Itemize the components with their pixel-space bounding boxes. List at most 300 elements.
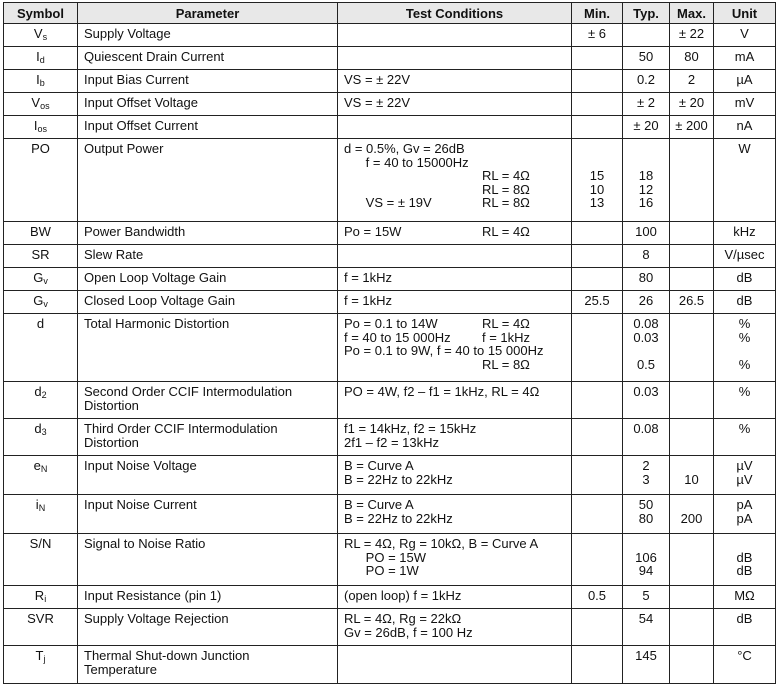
- condition-text: f = 1kHz: [344, 293, 393, 308]
- test-conditions-cell: [338, 139, 572, 222]
- symbol-main: e: [33, 458, 41, 473]
- test-conditions-cell: [338, 586, 572, 609]
- typ-cell: [623, 222, 670, 245]
- parameter-line: Thermal Shut-down Junction: [84, 648, 250, 663]
- condition-line: [338, 564, 571, 578]
- condition-line: [338, 331, 571, 345]
- min-value: 25.5: [584, 293, 610, 308]
- typ-value: 0.03: [633, 384, 659, 399]
- unit-value: °C: [737, 648, 752, 663]
- test-conditions-cell: [338, 222, 572, 245]
- unit-value: nA: [736, 118, 753, 133]
- parameter-cell: [78, 382, 338, 419]
- test-conditions-cell: [338, 24, 572, 47]
- min-cell: [572, 116, 623, 139]
- unit-value: [716, 537, 773, 551]
- parameter-cell: [78, 24, 338, 47]
- typ-cell: [623, 495, 670, 534]
- unit-value: dB: [736, 611, 753, 626]
- typ-cell: [623, 456, 670, 495]
- parameter-cell: [78, 495, 338, 534]
- unit-value: pA: [736, 497, 753, 512]
- condition-text: Gv = 26dB, f = 100 Hz: [344, 624, 473, 640]
- symbol-main: i: [35, 497, 39, 512]
- condition-line: [338, 73, 571, 87]
- symbol-subscript: os: [40, 101, 50, 111]
- unit-value: µV: [736, 471, 753, 487]
- symbol-cell: [4, 268, 78, 291]
- header-max: Max.: [670, 3, 714, 24]
- min-cell: [572, 245, 623, 268]
- unit-cell: [714, 495, 776, 534]
- typ-cell: [623, 382, 670, 419]
- condition-line: [338, 459, 571, 473]
- typ-value: [625, 156, 667, 170]
- typ-cell: [623, 419, 670, 456]
- test-conditions-cell: [338, 456, 572, 495]
- typ-value: 0.5: [636, 356, 656, 372]
- typ-value: 12: [638, 181, 654, 197]
- symbol-main: d: [34, 384, 42, 399]
- test-conditions-cell: [338, 47, 572, 70]
- test-conditions-cell: [338, 268, 572, 291]
- unit-value: %: [738, 316, 751, 331]
- test-conditions-cell: [338, 609, 572, 646]
- unit-cell: [714, 456, 776, 495]
- condition-text: 2f1 – f2 = 13kHz: [344, 434, 440, 450]
- symbol-subscript: v: [43, 299, 48, 309]
- parameter-line: Quiescent Drain Current: [84, 49, 225, 64]
- parameter-line: Slew Rate: [84, 247, 144, 262]
- parameter-cell: [78, 291, 338, 314]
- max-value: 200: [680, 510, 703, 526]
- unit-value: kHz: [733, 224, 756, 239]
- max-value: [672, 498, 711, 512]
- test-conditions-cell: [338, 314, 572, 382]
- max-cell: [670, 47, 714, 70]
- condition-line: [338, 96, 571, 110]
- parameter-cell: [78, 586, 338, 609]
- max-cell: [670, 609, 714, 646]
- max-cell: [670, 70, 714, 93]
- typ-value: ± 2: [637, 95, 655, 110]
- symbol-cell: [4, 245, 78, 268]
- unit-value: pA: [736, 510, 753, 526]
- condition-text: VS = ± 19V: [344, 195, 432, 210]
- table-row: [4, 495, 776, 534]
- max-cell: [670, 116, 714, 139]
- parameter-line: Closed Loop Voltage Gain: [84, 293, 236, 308]
- condition-load: RL = 4Ω: [482, 224, 530, 239]
- parameter-cell: [78, 245, 338, 268]
- parameter-line: Signal to Noise Ratio: [84, 536, 206, 551]
- unit-cell: [714, 222, 776, 245]
- unit-value: [716, 344, 773, 358]
- max-cell: [670, 646, 714, 684]
- unit-value: dB: [736, 270, 753, 285]
- condition-load: RL = 8Ω: [482, 181, 530, 197]
- max-value: [672, 459, 711, 473]
- symbol-cell: [4, 609, 78, 646]
- condition-line: [338, 612, 571, 626]
- header-row: [4, 3, 776, 24]
- symbol-cell: [4, 93, 78, 116]
- parameter-cell: [78, 314, 338, 382]
- typ-value: ± 20: [633, 118, 659, 133]
- typ-value: 3: [642, 471, 650, 487]
- typ-value: 8: [642, 247, 650, 262]
- condition-text: B = Curve A: [344, 497, 414, 512]
- unit-value: %: [738, 356, 751, 372]
- symbol-main: R: [34, 588, 45, 603]
- typ-cell: [623, 534, 670, 586]
- condition-text: Po = 15W: [344, 224, 402, 239]
- header-typ: Typ.: [623, 3, 670, 24]
- unit-value: MΩ: [734, 588, 755, 603]
- max-cell: [670, 382, 714, 419]
- unit-value: V/µsec: [724, 247, 765, 262]
- min-cell: [572, 47, 623, 70]
- condition-line: [338, 551, 571, 565]
- max-value: 26.5: [678, 293, 705, 308]
- parameter-line: Temperature: [84, 661, 157, 677]
- symbol-subscript: os: [37, 124, 48, 134]
- symbol-cell: [4, 116, 78, 139]
- table-row: [4, 245, 776, 268]
- header-min: Min.: [572, 3, 623, 24]
- parameter-line: Distortion: [84, 434, 139, 450]
- symbol-main: d: [36, 316, 45, 331]
- min-cell: [572, 609, 623, 646]
- min-cell: [572, 534, 623, 586]
- typ-value: 54: [638, 611, 654, 626]
- table-row: [4, 456, 776, 495]
- max-cell: [670, 245, 714, 268]
- min-value: 13: [589, 195, 605, 210]
- unit-cell: [714, 245, 776, 268]
- symbol-cell: [4, 222, 78, 245]
- typ-cell: [623, 646, 670, 684]
- condition-line: [338, 422, 571, 436]
- typ-cell: [623, 314, 670, 382]
- symbol-cell: [4, 586, 78, 609]
- test-conditions-cell: [338, 382, 572, 419]
- min-cell: [572, 70, 623, 93]
- symbol-main: V: [33, 26, 43, 41]
- header-test-conditions: Test Conditions: [338, 3, 572, 24]
- parameter-line: Open Loop Voltage Gain: [84, 270, 227, 285]
- min-value: [574, 142, 620, 156]
- symbol-subscript: N: [38, 503, 46, 513]
- parameter-cell: [78, 47, 338, 70]
- condition-text: PO = 15W: [344, 549, 426, 565]
- typ-value: 2: [642, 458, 650, 473]
- min-cell: [572, 222, 623, 245]
- unit-value: %: [738, 329, 751, 345]
- unit-cell: [714, 314, 776, 382]
- parameter-line: Input Bias Current: [84, 72, 189, 87]
- electrical-characteristics-table: [3, 2, 776, 684]
- condition-line: [338, 142, 571, 156]
- symbol-main: S/N: [29, 536, 52, 551]
- typ-value: [625, 142, 667, 156]
- condition-text: d = 0.5%, Gv = 26dB: [344, 141, 465, 156]
- symbol-cell: [4, 419, 78, 456]
- parameter-cell: [78, 116, 338, 139]
- max-value: 2: [687, 72, 696, 87]
- condition-text: RL = 4Ω, Rg = 10kΩ, B = Curve A: [344, 536, 539, 551]
- condition-line: [338, 626, 571, 640]
- parameter-line: Input Noise Current: [84, 497, 197, 512]
- unit-cell: [714, 291, 776, 314]
- min-cell: [572, 93, 623, 116]
- parameter-line: Distortion: [84, 397, 139, 413]
- max-value: ± 20: [678, 95, 705, 110]
- parameter-line: Input Offset Current: [84, 118, 198, 133]
- unit-value: V: [740, 26, 749, 41]
- condition-line: [338, 169, 571, 183]
- min-cell: [572, 268, 623, 291]
- table-row: [4, 268, 776, 291]
- typ-value: 80: [638, 510, 654, 526]
- min-cell: [572, 495, 623, 534]
- parameter-line: Third Order CCIF Intermodulation: [84, 421, 278, 436]
- typ-cell: [623, 291, 670, 314]
- parameter-line: Power Bandwidth: [84, 224, 186, 239]
- symbol-subscript: i: [44, 594, 47, 604]
- condition-load: RL = 8Ω: [482, 356, 530, 372]
- condition-line: [338, 294, 571, 308]
- min-value: 0.5: [587, 588, 607, 603]
- max-cell: [670, 456, 714, 495]
- condition-text: VS = ± 22V: [344, 95, 411, 110]
- symbol-cell: [4, 495, 78, 534]
- max-cell: [670, 222, 714, 245]
- symbol-cell: [4, 24, 78, 47]
- typ-value: [625, 344, 667, 358]
- condition-line: [338, 156, 571, 170]
- test-conditions-cell: [338, 291, 572, 314]
- min-cell: [572, 586, 623, 609]
- table-row: [4, 116, 776, 139]
- symbol-main: BW: [30, 224, 51, 239]
- typ-value: 16: [638, 195, 654, 210]
- condition-text: B = Curve A: [344, 458, 414, 473]
- unit-cell: [714, 70, 776, 93]
- symbol-subscript: 2: [41, 390, 47, 400]
- symbol-subscript: s: [42, 32, 48, 42]
- parameter-cell: [78, 419, 338, 456]
- symbol-main: I: [33, 118, 38, 133]
- max-value: ± 200: [675, 118, 708, 133]
- table-row: [4, 222, 776, 245]
- symbol-subscript: d: [39, 55, 45, 65]
- unit-value: dB: [736, 549, 753, 565]
- typ-value: 0.08: [633, 421, 659, 436]
- unit-value: dB: [736, 563, 753, 578]
- symbol-cell: [4, 70, 78, 93]
- condition-text: Po = 0.1 to 14W: [344, 316, 438, 331]
- condition-load: RL = 4Ω: [482, 168, 530, 183]
- unit-value: mV: [734, 95, 755, 110]
- test-conditions-cell: [338, 245, 572, 268]
- symbol-main: SR: [31, 247, 50, 262]
- symbol-main: G: [33, 293, 44, 308]
- typ-value: 0.08: [633, 316, 659, 331]
- max-value: 80: [684, 49, 699, 64]
- unit-value: %: [738, 384, 751, 399]
- min-cell: [572, 24, 623, 47]
- condition-line: [338, 537, 571, 551]
- condition-text: PO = 1W: [344, 563, 419, 578]
- unit-cell: [714, 419, 776, 456]
- parameter-cell: [78, 222, 338, 245]
- min-cell: [572, 419, 623, 456]
- symbol-subscript: v: [43, 276, 48, 286]
- header-parameter: Parameter: [78, 3, 338, 24]
- condition-line: [338, 589, 571, 603]
- symbol-subscript: 3: [41, 427, 47, 437]
- table-row: [4, 609, 776, 646]
- symbol-main: I: [36, 72, 40, 87]
- test-conditions-cell: [338, 646, 572, 684]
- min-value: 15: [589, 168, 605, 183]
- min-cell: [572, 139, 623, 222]
- table-row: [4, 586, 776, 609]
- condition-line: [338, 344, 571, 358]
- typ-value: [625, 537, 667, 551]
- condition-line: [338, 225, 571, 239]
- typ-cell: [623, 116, 670, 139]
- symbol-cell: [4, 139, 78, 222]
- typ-cell: [623, 586, 670, 609]
- condition-line: [338, 473, 571, 487]
- condition-text: B = 22Hz to 22kHz: [344, 510, 453, 526]
- typ-cell: [623, 139, 670, 222]
- test-conditions-cell: [338, 534, 572, 586]
- typ-value: 50: [638, 497, 654, 512]
- max-cell: [670, 534, 714, 586]
- parameter-cell: [78, 609, 338, 646]
- test-conditions-cell: [338, 70, 572, 93]
- symbol-subscript: N: [40, 464, 48, 474]
- symbol-subscript: j: [43, 654, 46, 664]
- typ-cell: [623, 70, 670, 93]
- symbol-cell: [4, 47, 78, 70]
- typ-value: 100: [635, 224, 657, 239]
- symbol-main: d: [34, 421, 42, 436]
- unit-cell: [714, 382, 776, 419]
- parameter-line: Input Resistance (pin 1): [84, 588, 222, 603]
- table-row: [4, 70, 776, 93]
- max-cell: [670, 24, 714, 47]
- condition-line: [338, 196, 571, 210]
- condition-text: f = 1kHz: [344, 270, 393, 285]
- min-cell: [572, 314, 623, 382]
- max-cell: [670, 93, 714, 116]
- condition-line: [338, 317, 571, 331]
- parameter-cell: [78, 534, 338, 586]
- table-row: [4, 47, 776, 70]
- test-conditions-cell: [338, 495, 572, 534]
- symbol-subscript: b: [39, 78, 45, 88]
- condition-line: [338, 358, 571, 372]
- parameter-cell: [78, 93, 338, 116]
- condition-load: RL = 8Ω: [482, 195, 530, 210]
- symbol-main: SVR: [27, 611, 54, 626]
- condition-line: [338, 436, 571, 450]
- table-row: [4, 24, 776, 47]
- table-row: [4, 646, 776, 684]
- condition-text: f1 = 14kHz, f2 = 15kHz: [344, 421, 477, 436]
- typ-value: 50: [638, 49, 654, 64]
- max-cell: [670, 268, 714, 291]
- condition-line: [338, 385, 571, 399]
- symbol-main: V: [31, 95, 41, 110]
- unit-cell: [714, 139, 776, 222]
- symbol-main: I: [36, 49, 40, 64]
- table-row: [4, 291, 776, 314]
- condition-text: PO = 4W, f2 – f1 = 1kHz, RL = 4Ω: [344, 384, 540, 399]
- unit-cell: [714, 534, 776, 586]
- max-cell: [670, 291, 714, 314]
- typ-value: 145: [635, 648, 657, 663]
- symbol-cell: [4, 534, 78, 586]
- symbol-cell: [4, 382, 78, 419]
- unit-value: %: [738, 421, 751, 436]
- typ-value: 26: [638, 293, 654, 308]
- test-conditions-cell: [338, 116, 572, 139]
- table-row: [4, 314, 776, 382]
- symbol-main: T: [35, 648, 44, 663]
- max-value: ± 22: [678, 26, 705, 41]
- table-row: [4, 419, 776, 456]
- unit-cell: [714, 24, 776, 47]
- unit-cell: [714, 586, 776, 609]
- table-row: [4, 93, 776, 116]
- unit-value: dB: [736, 293, 753, 308]
- typ-cell: [623, 245, 670, 268]
- unit-cell: [714, 47, 776, 70]
- max-cell: [670, 314, 714, 382]
- typ-cell: [623, 609, 670, 646]
- unit-cell: [714, 116, 776, 139]
- min-value: 10: [589, 181, 605, 197]
- condition-text: Po = 0.1 to 9W, f = 40 to 15 000Hz: [344, 343, 544, 358]
- condition-text: f = 40 to 15000Hz: [344, 154, 469, 170]
- symbol-cell: [4, 456, 78, 495]
- max-cell: [670, 495, 714, 534]
- condition-text: B = 22Hz to 22kHz: [344, 471, 453, 487]
- max-cell: [670, 419, 714, 456]
- max-value: 10: [684, 471, 699, 487]
- unit-cell: [714, 93, 776, 116]
- table-row: [4, 534, 776, 586]
- unit-cell: [714, 268, 776, 291]
- condition-line: [338, 271, 571, 285]
- typ-value: 0.2: [636, 72, 656, 87]
- condition-text: (open loop) f = 1kHz: [344, 588, 462, 603]
- typ-cell: [623, 93, 670, 116]
- table-row: [4, 139, 776, 222]
- unit-value: µV: [736, 458, 753, 473]
- min-cell: [572, 646, 623, 684]
- max-cell: [670, 586, 714, 609]
- condition-line: [338, 512, 571, 526]
- typ-value: 0.03: [633, 329, 659, 345]
- min-cell: [572, 456, 623, 495]
- min-value: ± 6: [588, 26, 606, 41]
